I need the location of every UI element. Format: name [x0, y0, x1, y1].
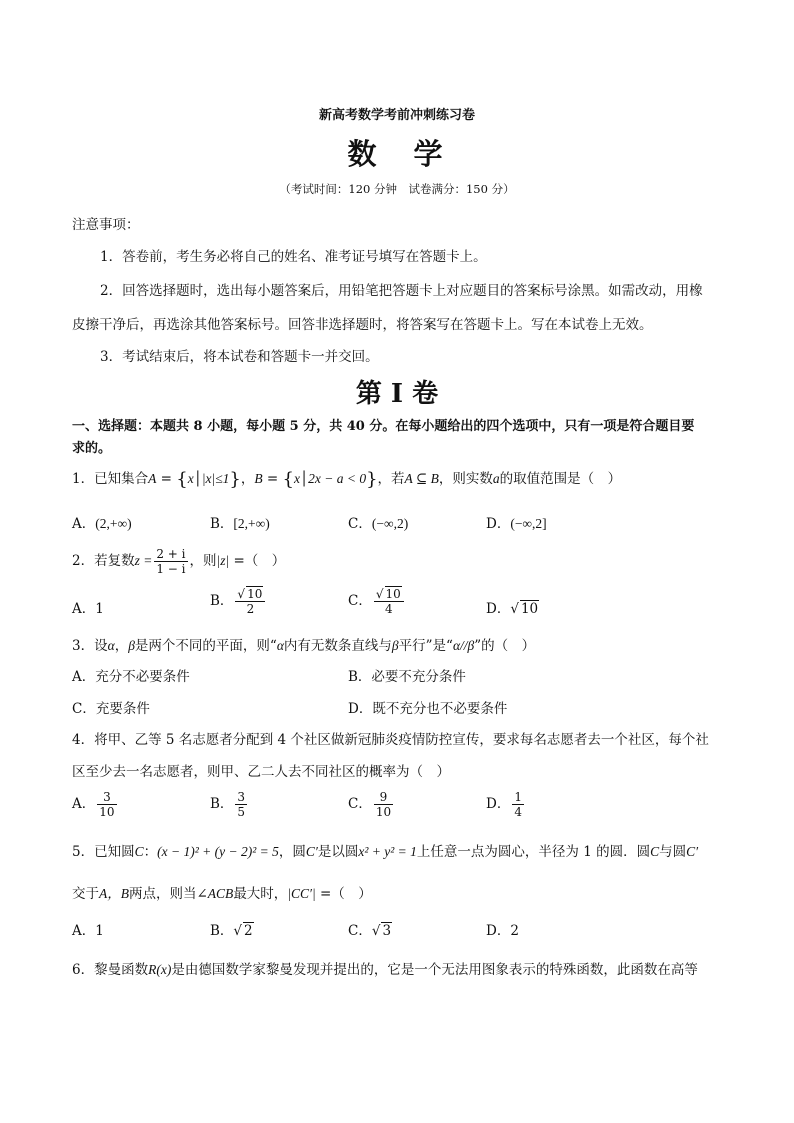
q2-fraction: $\frac{2 + i}{1 - i}$ — [156, 547, 186, 576]
q3-option-b[interactable]: B．必要不充分条件 — [348, 669, 466, 685]
exam-info: （考试时间：120 分钟 试卷满分：150 分） — [279, 182, 515, 196]
q2-option-d[interactable]: D．√ 10 — [486, 601, 539, 617]
q4-option-d[interactable]: D． $\frac{1}{4}$ — [486, 790, 522, 819]
notes-heading: 注意事项： — [72, 217, 140, 233]
note-2-line-1: 2．回答选择题时，选出每小题答案后，用铅笔把答题卡上对应题目的答案标号涂黑。如需改动，用橡 — [100, 283, 703, 299]
question-2 — [72, 547, 285, 576]
question-5-line-2: 交于A，B两点，则当∠ACB最大时，|CC′| =（ ） — [72, 886, 372, 902]
q5-option-d[interactable]: D．2 — [486, 923, 519, 939]
q2-abs: |z| — [216, 553, 230, 568]
q3-option-c[interactable]: C．充要条件 — [72, 701, 150, 717]
q2-option-c[interactable]: C． $\frac{√ 10}{4}$ — [348, 587, 406, 616]
q2-z: z = — [134, 553, 153, 568]
question-3: 3．设α，β是两个不同的平面，则“α内有无数条直线与β平行”是“α//β”的（ ） — [72, 638, 536, 654]
q1-post-2: 的取值范围是（ ） — [499, 471, 622, 487]
section-intro-line-2: 求的。 — [72, 441, 112, 456]
q1-set-b-lhs: B — [254, 471, 263, 486]
note-2-line-2: 皮擦干净后，再选涂其他答案标号。回答非选择题时，将答案写在答题卡上。写在本试卷上无效。 — [72, 317, 653, 333]
question-1: 1．已知集合A = {x│|x|≤1}，B = {x│2x − a < 0}，若A ⊆ B，则实数a的取值范围是（ ） — [72, 469, 622, 490]
q2-option-a[interactable]: A．1 — [72, 601, 104, 617]
q1-mid: ，若 — [377, 471, 405, 487]
note-1: 1．答卷前，考生务必将自己的姓名、准考证号填写在答题卡上。 — [100, 249, 487, 265]
q3-option-a[interactable]: A．充分不必要条件 — [72, 669, 190, 685]
q1-var: a — [492, 471, 500, 486]
paper-subtitle: 新高考数学考前冲刺练习卷 — [318, 108, 475, 123]
q1-option-d[interactable]: D．(−∞,2] — [486, 516, 547, 532]
note-3: 3．考试结束后，将本试卷和答题卡一并交回。 — [100, 349, 379, 365]
q1-set-b-var: x — [293, 471, 300, 486]
question-6-line-1: 6．黎曼函数R(x)是由德国数学家黎曼发现并提出的，它是一个无法用图象表示的特殊函数，此函数在高等 — [72, 962, 698, 978]
paper-title: 数 学 — [347, 137, 447, 171]
q2-prefix: 2．若复数 — [72, 553, 135, 569]
q1-set-b-cond: 2x − a < 0 — [308, 471, 367, 486]
q1-option-a[interactable]: A．(2,+∞) — [72, 516, 132, 532]
q1-set-a-cond: |x|≤1 — [201, 471, 230, 486]
q2-option-b[interactable]: B． $\frac{√ 10}{2}$ — [210, 587, 267, 616]
q5-option-a[interactable]: A．1 — [72, 923, 104, 939]
section-intro-line-1: 一、选择题：本题共 8 小题，每小题 5 分，共 40 分。在每小题给出的四个选项中，只有一项是符合题目要 — [72, 419, 695, 434]
q2-post: =（ ） — [229, 553, 286, 569]
q5-option-c[interactable]: C．√ 3 — [348, 923, 392, 939]
q1-prefix: 1．已知集合 — [72, 471, 149, 487]
q1-option-b[interactable]: B．[2,+∞) — [210, 516, 270, 532]
question-4-line-1: 4．将甲、乙等 5 名志愿者分配到 4 个社区做新冠肺炎疫情防控宣传，要求每名志愿者去一个社区，每个社 — [72, 732, 709, 748]
question-5-line-1: 5．已知圆C：(x − 1)² + (y − 2)² = 5，圆C′是以圆x² + y² = 1上任意一点为圆心，半径为 1 的圆．圆C与圆C′ — [72, 844, 699, 860]
q1-relation: A ⊆ B — [404, 471, 439, 486]
q1-post-1: ，则实数 — [438, 471, 493, 487]
q1-set-a-lhs: A — [148, 471, 157, 486]
q2-mid: ，则 — [189, 553, 217, 569]
section-title: 第 I 卷 — [355, 379, 439, 409]
q3-option-d[interactable]: D．既不充分也不必要条件 — [348, 701, 508, 717]
q4-option-c[interactable]: C． $\frac{9}{10}$ — [348, 790, 392, 819]
question-4-line-2: 区至少去一名志愿者，则甲、乙二人去不同社区的概率为（ ） — [72, 764, 450, 780]
q1-option-c[interactable]: C．(−∞,2) — [348, 516, 409, 532]
q1-set-a-var: x — [187, 471, 194, 486]
q5-option-b[interactable]: B．√ 2 — [210, 923, 253, 939]
q4-option-b[interactable]: B． $\frac{3}{5}$ — [210, 790, 246, 819]
q4-option-a[interactable]: A． $\frac{3}{10}$ — [72, 790, 115, 819]
